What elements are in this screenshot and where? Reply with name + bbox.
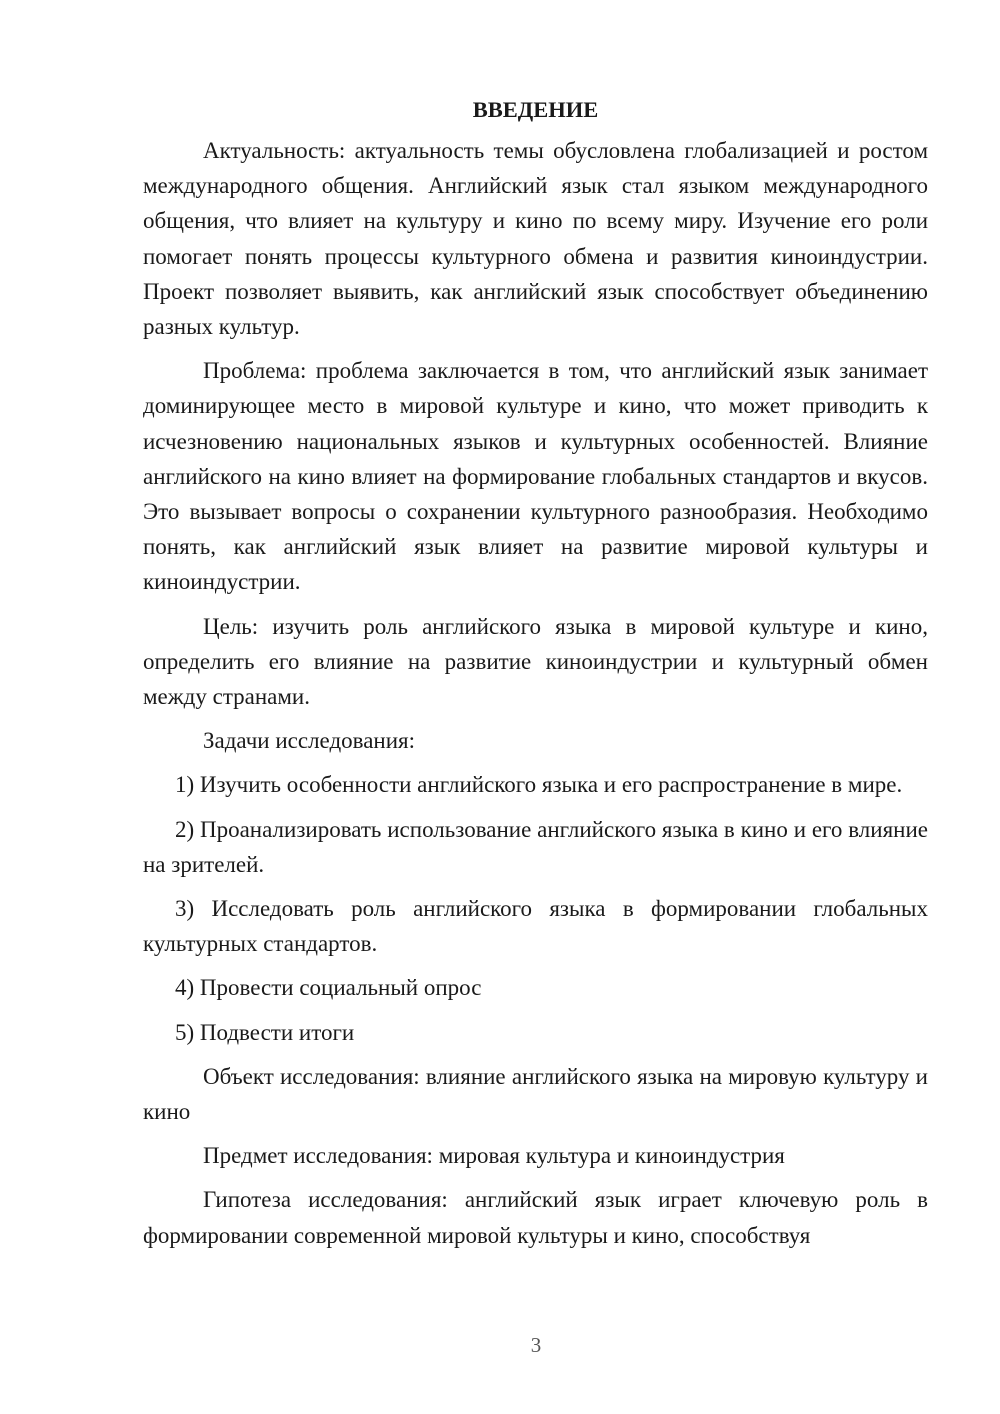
hypothesis-paragraph: Гипотеза исследования: английский язык играет ключевую роль в формировании современной мировой культуры и кино, способствуя	[143, 1187, 928, 1248]
task-item: 3) Исследовать роль английского языка в формировании глобальных культурных стандартов.	[143, 896, 928, 957]
subject-paragraph: Предмет исследования: мировая культура и киноиндустрия	[203, 1143, 785, 1169]
section-title: ВВЕДЕНИЕ	[472, 97, 599, 122]
task-item: 1) Изучить особенности английского языка и его распространение в мире.	[175, 772, 903, 798]
task-item: 2) Проанализировать использование английского языка в кино и его влияние на зрителей.	[143, 816, 928, 877]
page-number: 3	[530, 1333, 542, 1357]
relevance-paragraph: Актуальность: актуальность темы обусловлена глобализацией и ростом международного общения. Английский язык стал языком международного общения, что влияет на культуру и кино по всему миру. Изучение его роли помогает понять процессы культурного обмена и развития киноиндустрии. Проект позволяет выявить, как английский язык способствует объединению разных культур.	[143, 138, 928, 340]
page-content	[143, 92, 928, 1262]
tasks-heading: Задачи исследования:	[203, 728, 416, 754]
task-item: 4) Провести социальный опрос	[175, 975, 482, 1001]
problem-paragraph: Проблема: проблема заключается в том, что английский язык занимает доминирующее место в мировой культуре и кино, что может приводить к исчезновению национальных языков и культурных особенностей. Влияние английского на кино влияет на формирование глобальных стандартов и вкусов. Это вызывает вопросы о сохранении культурного разнообразия. Необходимо понять, как английский язык влияет на развитие мировой культуры и киноиндустрии.	[143, 358, 928, 595]
object-paragraph: Объект исследования: влияние английского языка на мировую культуру и кино	[143, 1063, 928, 1125]
task-item: 5) Подвести итоги	[175, 1019, 355, 1045]
goal-paragraph: Цель: изучить роль английского языка в мировой культуре и кино, определить его влияние на развитие киноиндустрии и культурный обмен между странами.	[143, 613, 928, 710]
